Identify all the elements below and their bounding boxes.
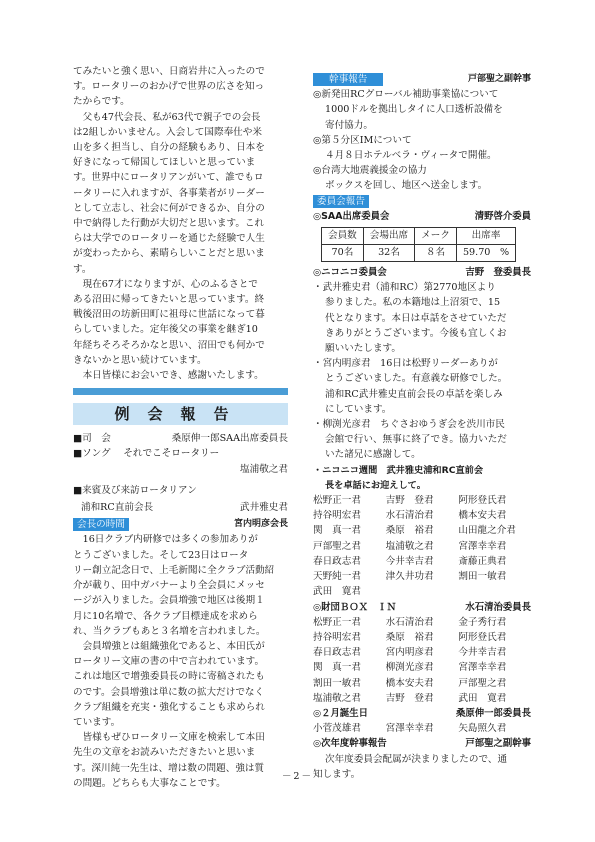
birthday-header [313,706,531,721]
niko-item-line: 浦和RC武井雅史直前会長の卓話を楽しみ [325,388,503,400]
text-line: れ、当クラブもあと３名増を言われました。 [73,625,266,637]
next-year-person: 戸部聖之副幹事 [465,738,531,750]
attendance-head-cell: 会場出席 [363,228,414,245]
member-name: 吉野 登君 [385,495,434,507]
niko-item-line: 参りました。私の本籍地は上沼須で、15 [325,297,501,309]
text-line: ロータリー文庫の書の中で言われています。 [73,656,265,668]
attendance-head-cell: 出席率 [456,228,515,245]
niko-week-header [313,463,531,493]
president-para-1 [73,532,288,638]
niko-item-line: 会館で行い、無事に終了でき。協力いただ [325,434,507,446]
shikai-value: 桑原伸一郎SAA出席委員長 [171,433,288,445]
paragraph-2 [73,110,288,277]
paragraph-4: 本日皆様にお会いでき、感謝いたします。 [82,370,264,382]
kanji-item-body2: 寄付協力。 [325,119,373,131]
member-name: 松野正一君 [313,495,361,507]
saa-person: 清野啓介委員 [474,210,531,222]
text-line: 好きになって帰国してほしいと思っていま [73,157,256,169]
attendance-head-row [322,228,516,245]
meeting-report-banner: 例会報告 [73,403,288,425]
guest-name: 武井雅史君 [240,502,288,514]
attendance-head-cell: メーク [415,228,457,245]
member-name: 阿形登氏君 [458,495,507,507]
saa-header [313,209,531,224]
text-line: 先生の文章をお読みいただきたいと思いま [73,747,256,759]
niko-item-line: ・柳渕光彦君 ちぐさおゆうぎ会を渋川市民 [313,419,505,431]
page-number: －2－ [281,771,314,782]
text-line: す。 [73,263,92,275]
member-name: 塩浦敬之君 [385,540,434,552]
text-line: 年経ちそろそろかなと思い、沼田でも何かで [73,339,265,351]
niko-person: 吉野 登委員長 [465,267,531,279]
song-leader: 塩浦敬之君 [240,463,288,475]
niko-item-line: ・宮内明彦君 16日は松野リーダーありが [313,358,498,370]
member-name: 金子秀行君 [458,616,507,628]
member-name: 今井幸吉君 [458,647,507,659]
text-line: らは大学でのロータリーを通じた経験で人生 [73,233,265,245]
text-line: クラブ組織を充実・強化することも求められ [73,701,265,713]
president-para-2 [73,639,288,730]
guest-club: 浦和RC直前会長 [81,502,154,514]
member-name: 割田一敏君 [313,677,361,689]
niko-item-line: 代となります。本日は卓話をさせていただ [325,312,507,324]
next-year-header [313,736,531,751]
member-name: 宮澤幸幸君 [458,540,507,552]
text-line: 現在67才になりますが、心のふるさとで [82,278,258,290]
text-line: が変わったから、素晴らしいことだと思いま [73,248,265,260]
next-year-title: ◎次年度幹事報告 [313,738,387,750]
next-year-line: 次年度委員会配属が決まりましたので、通 [325,753,508,765]
member-name: 水石清治君 [385,510,434,522]
member-name: 橋本安夫君 [385,677,434,689]
member-name: 柳渕光彦君 [385,662,434,674]
member-name: 戸部聖之君 [313,540,361,552]
niko-title: ◎ニコニコ委員会 [313,267,387,279]
iinkai-header [313,194,531,209]
song-value: それでこそロータリー [123,448,220,460]
text-line: のです。会員增強は単に数の拡大だけでなく [73,686,265,698]
member-name: 武田 寛君 [313,586,361,598]
president-header [73,517,288,532]
member-name: 橋本安夫君 [458,510,507,522]
member-name: 水石清治君 [385,616,434,628]
attendance-value-cell: 32名 [363,245,414,262]
kanji-tag: 幹事報告 [313,73,383,86]
kanji-item-body: ボックスを回し、地区へ送金します。 [325,180,488,192]
text-line: す。深川純一先生は、增は数の問題、強は質 [73,762,265,774]
kanji-header [313,72,531,87]
niko-item-line: ・武井雅史君（浦和RC）第2770地区より [313,282,496,294]
niko-items [313,280,531,462]
member-name: 持谷明宏君 [313,631,361,643]
member-name: 矢島照久君 [458,723,507,735]
birthday-title: ◎２月誕生日 [313,707,369,719]
member-name: 武田 寛君 [458,692,507,704]
text-line: らしていました。定年後父の事業を継ぎ10 [73,324,258,336]
member-name: 塩浦敬之君 [313,692,361,704]
member-name: 今井幸吉君 [385,555,434,567]
member-name: 斎藤正典君 [458,555,507,567]
member-name: 割田一敏君 [458,571,507,583]
member-name: 春日政志君 [313,555,361,567]
text-line: 介が載り、田中ガバナーより全会員にメッセ [73,580,265,592]
intro-paragraph [73,64,288,110]
member-name: 宮澤幸幸君 [458,662,507,674]
attendance-value-cell: 70名 [322,245,364,262]
song-label: ■ソング [73,448,111,460]
niko-item-line: いた諸兄に感謝して。 [325,449,421,461]
niko-item-line: きありがとうございます。今後も宜しくお [325,327,507,339]
kanji-item-head: ◎新発田RCグローバル補助事業協について [313,89,499,101]
kanji-item-head: ◎第５分区IMについて [313,134,412,146]
member-name [458,584,531,599]
member-name: 関 真一君 [313,662,361,674]
text-line: とうございました。そして23日はロータ [73,549,249,561]
birthday-person: 桑原伸一郎委員長 [455,707,531,719]
member-name [386,584,459,599]
president-tag: 会長の時間 [73,518,129,531]
text-line: 戦後沼田の坊新田町に祖母に世話になって暮 [73,309,265,321]
text-line: 会員増強とは組織強化であると、本田氏が [82,640,265,652]
niko-item-line: 願いいたします。 [325,343,401,355]
member-name: 津久井功君 [385,571,434,583]
attendance-table [321,227,516,262]
text-line: として立志し、社会に何ができるか、自分の [73,202,265,214]
president-name: 宮内明彦会長 [233,519,288,530]
kanji-items [313,87,531,193]
kanji-name: 戸部聖之副幹事 [467,74,531,84]
birthday-names [313,721,531,736]
member-name: 春日政志君 [313,647,361,659]
song-row [73,446,288,461]
member-name: 関 真一君 [313,525,361,537]
member-name: 天野純一君 [313,571,361,583]
left-column [73,64,288,791]
box-title: ◎財団ＢＯＸ ＩＮ [313,601,397,613]
next-year-line: 知します。 [313,768,361,780]
niko-week-names [313,493,531,599]
text-line: てみたいと強く思い、日商岩井に入ったので [73,66,265,77]
box-person: 水石清治委員長 [465,601,531,613]
attendance-value-cell: ８名 [415,245,457,262]
member-name: 戸部聖之君 [458,677,507,689]
text-line: リー創立記念日で、上毛新聞に全クラブ活動紹 [73,564,275,576]
niko-week-line: 長を卓話にお迎えして。 [325,479,426,491]
right-column [313,70,531,782]
text-line: は2組しかいません。入会して国際奉仕や米 [73,126,262,138]
kanji-item-head: ◎台湾大地震義援金の協力 [313,165,427,177]
kanji-item-body: 1000ドルを拠出しタイに人口透析設備を [325,104,503,116]
attendance-value-cell: 59.70 % [456,245,515,262]
member-name: 山田龍之介君 [458,525,516,537]
text-line: ージが入りました。会員増強で地区は後期１ [73,595,265,607]
member-name: 持谷明宏君 [313,510,361,522]
shikai-row [73,431,288,446]
member-name: 桑原 裕君 [385,631,434,643]
guest-label: ■来賓及び来訪ロータリアン [73,484,197,496]
box-names [313,615,531,706]
text-line: 父も47代会長、私が63代で親子での会長 [82,111,261,123]
text-line: 月に10名増で、各クラブ目標達成を求めら [73,610,258,622]
member-name: 松野正一君 [313,616,361,628]
text-line: ある沼田に帰ってきたいと思っています。終 [73,294,265,306]
text-line: 山を多く担当し、自分の経験もあり、日本を [73,142,265,154]
text-line: これは地区で增強委員長の時に寄稿されたも [73,671,265,683]
text-line: す。世界中にロータリアンがいて、誰でもロ [73,172,264,184]
attendance-value-row [322,245,516,262]
member-name: 阿形登氏君 [458,631,507,643]
text-line: きないかと思い続けています。 [73,354,207,366]
niko-header [313,265,531,280]
box-header [313,600,531,615]
text-line: 皆様もぜひロータリー文庫を検索して本田 [82,732,265,744]
member-name: 宮内明彦君 [385,647,434,659]
text-line: 中で納得した行動が大切だと思います。これ [73,218,265,230]
text-line: ています。 [73,716,121,728]
text-line: たからです。 [73,96,130,108]
member-name: 宮澤幸幸君 [385,723,434,735]
text-line: ータリーに入れますが、各事業者がリーダー [73,187,265,199]
member-name: 吉野 登君 [385,692,434,704]
member-name: 小菅茂雄君 [313,723,361,735]
divider-bar [73,388,288,395]
text-line: の問題。どちらも大事なことです。 [73,777,226,789]
niko-item-line: にしています。 [325,403,392,415]
attendance-head-cell: 会員数 [322,228,364,245]
paragraph-3 [73,277,288,368]
iinkai-tag: 委員会報告 [313,195,369,208]
shikai-label: ■司 会 [73,433,111,445]
guest-row [73,500,288,515]
kanji-item-body: ４月８日ホテルベラ・ヴィータで開催。 [325,150,497,162]
saa-title: ◎SAA出席委員会 [313,210,390,222]
member-name: 桑原 裕君 [385,525,434,537]
niko-week-line: ・ニコニコ週間 武井雅史浦和RC直前会 [313,464,484,476]
text-line: 16日クラブ内研修では多くの参加ありが [82,534,258,546]
text-line: す。ロータリーのおかげで世界の広さを知っ [73,81,265,93]
niko-item-line: とうございました。有意義な研修でした。 [325,373,508,385]
